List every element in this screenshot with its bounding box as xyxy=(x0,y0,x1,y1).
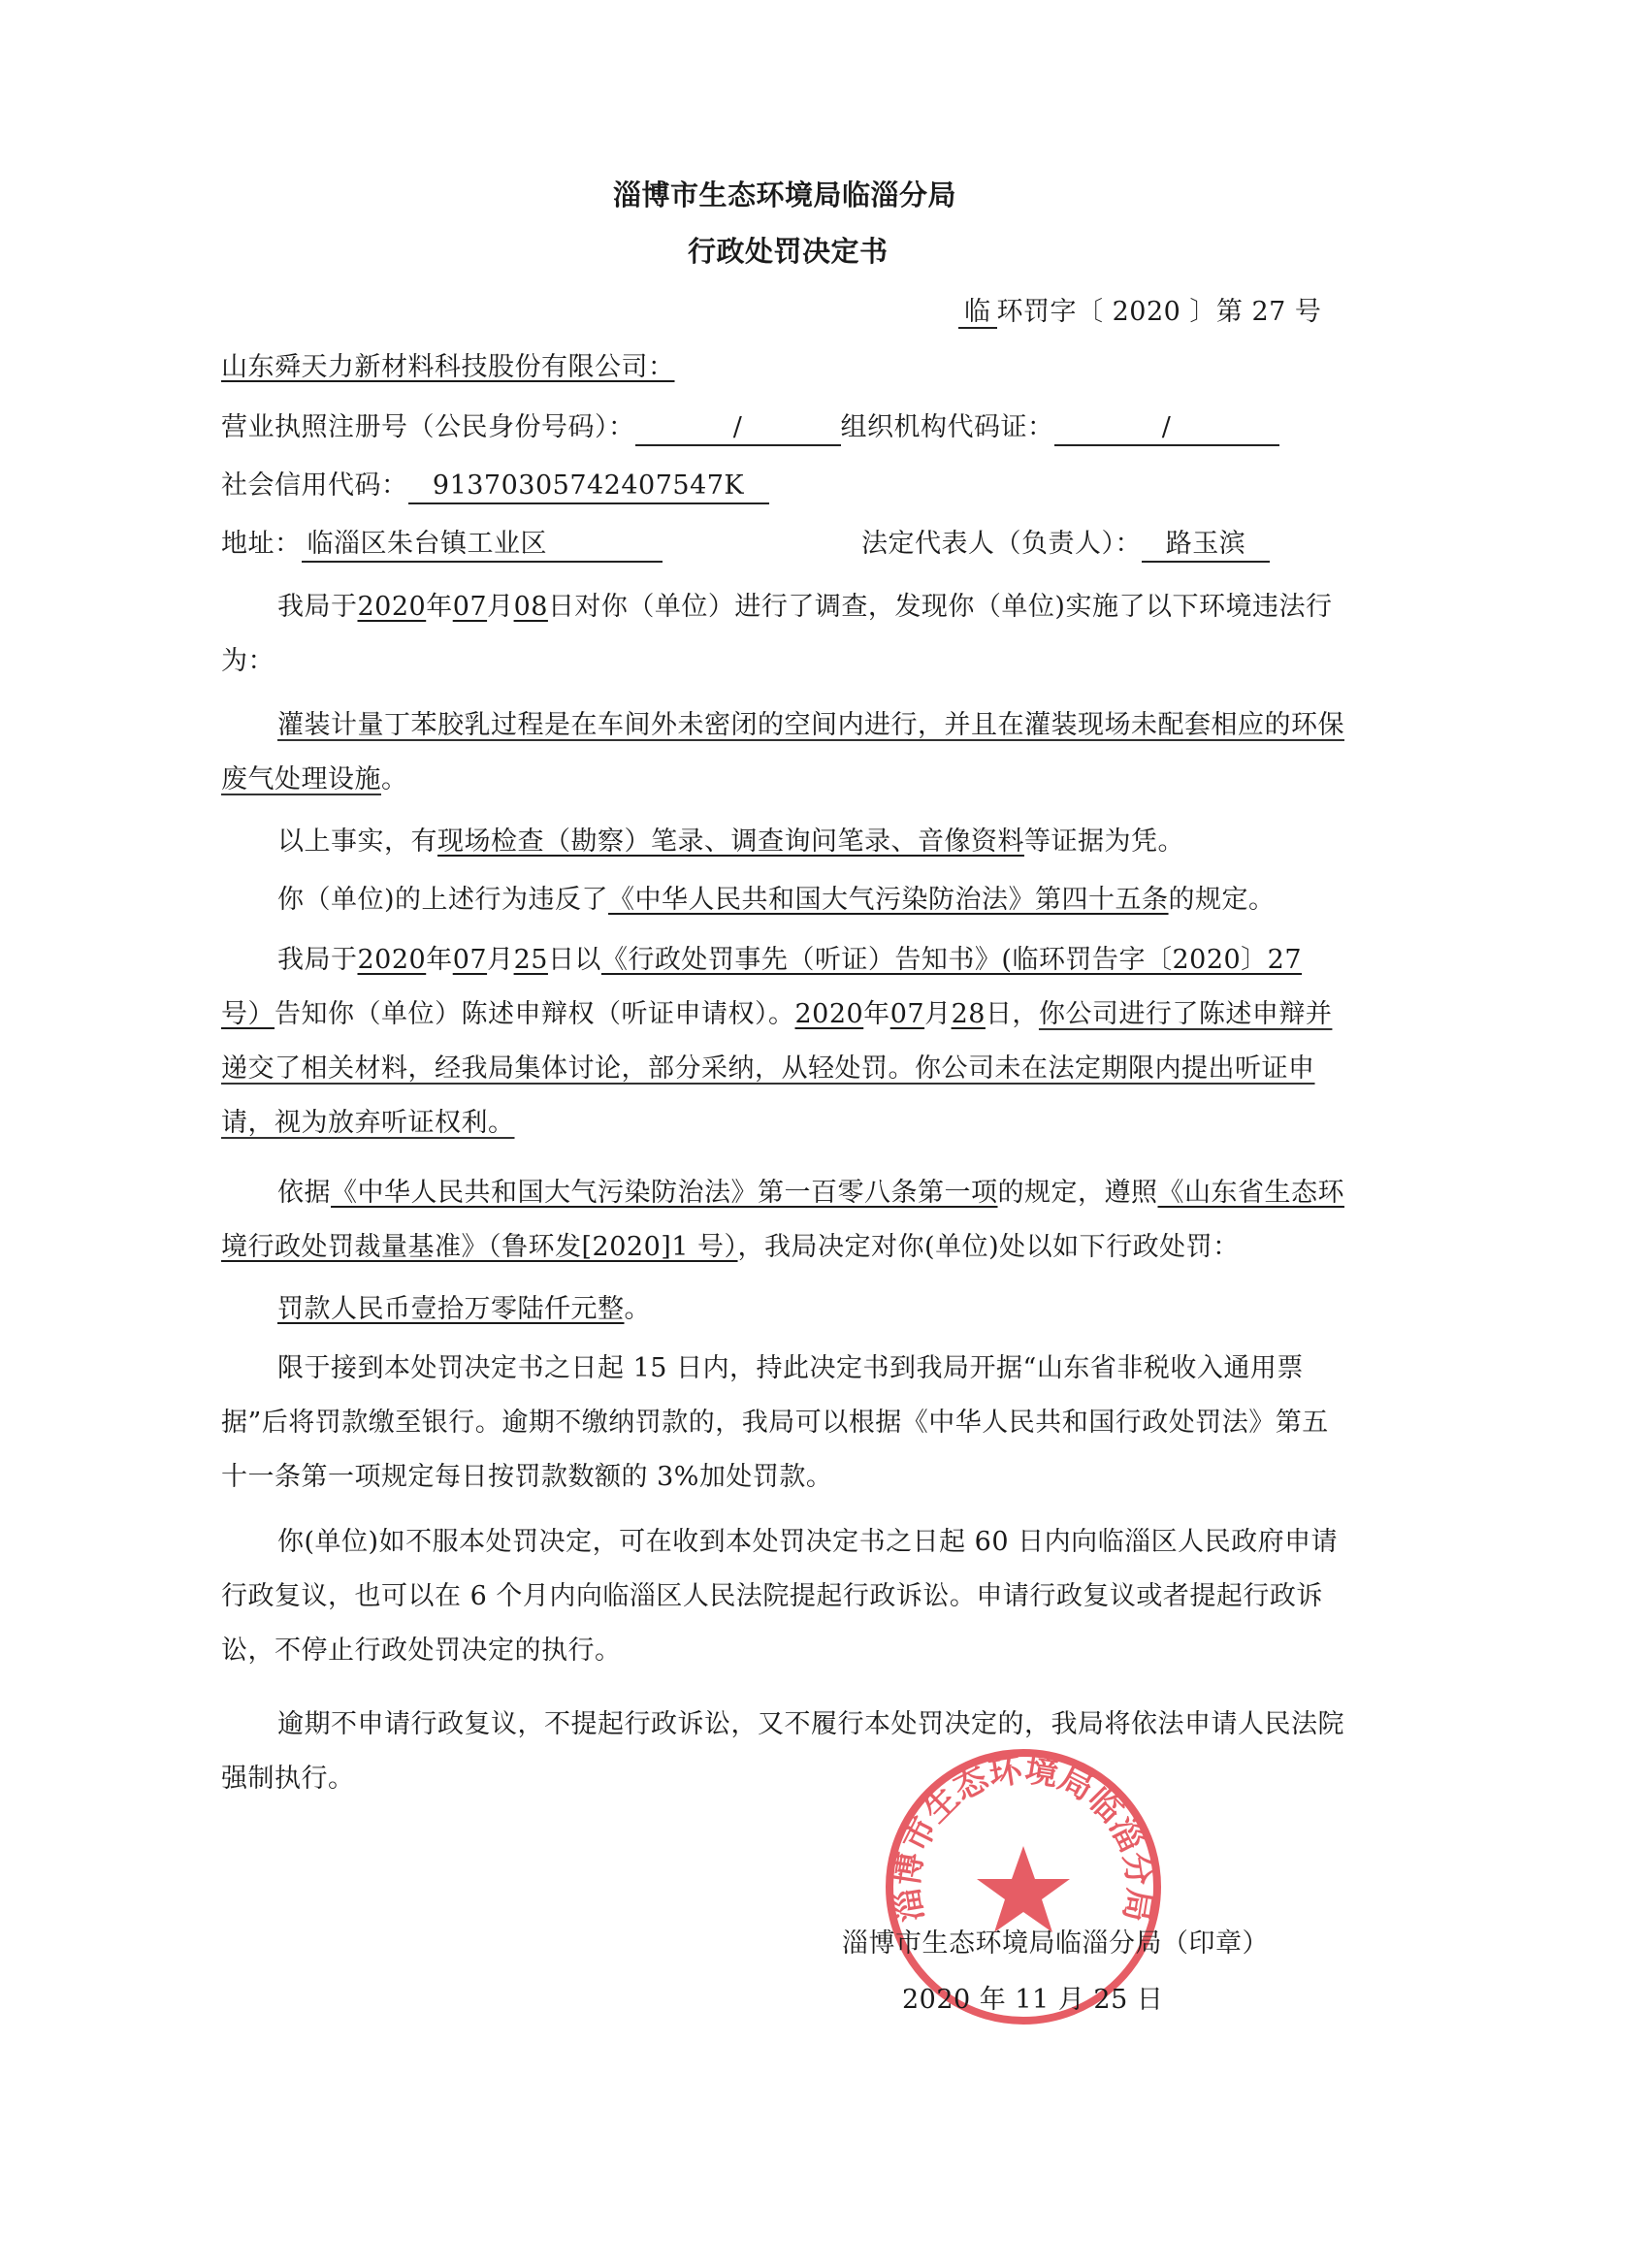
law-value: 《中华人民共和国大气污染防治法》第四十五条 xyxy=(608,885,1169,915)
address-value: 临淄区朱台镇工业区 xyxy=(302,528,663,563)
doc-number-year: 2020 xyxy=(1112,297,1181,327)
rep-label: 法定代表人（负责人）： xyxy=(861,529,1142,559)
doc-number-prefix: 临 xyxy=(958,297,997,329)
org-code-label: 组织机构代码证： xyxy=(840,412,1054,442)
violation-text: 灌装计量丁苯胶乳过程是在车间外未密闭的空间内进行，并且在灌装现场未配套相应的环保废气处理设施 xyxy=(221,710,1344,794)
law-paragraph: 你（单位)的上述行为违反了《中华人民共和国大气污染防治法》第四十五条的规定。 xyxy=(277,885,1276,915)
issue-date: 2020 年 11 月 25 日 xyxy=(902,1985,1164,2015)
address-label: 地址： xyxy=(221,529,302,559)
party-name-value: 山东舜天力新材料科技股份有限公司： xyxy=(221,352,675,382)
license-value: / xyxy=(635,411,841,446)
violation-paragraph: 灌装计量丁苯胶乳过程是在车间外未密闭的空间内进行，并且在灌装现场未配套相应的环保废气处理设施。 xyxy=(221,710,1344,794)
party-name xyxy=(221,351,675,384)
notice-paragraph: 我局于2020年07月25日以《行政处罚事先（听证）告知书》(临环罚告字〔2020〕27 号）告知你（单位）陈述申辩权（听证申请权）。2020年07月28日，你公司进行了陈述申辩并递交了相关材料，经我局集体讨论，部分采纳，从轻处罚。你公司未在法定期限内提出听证申请，视为放弃听证权利。 xyxy=(221,945,1333,1138)
investigation-paragraph: 我局于2020年07月08日对你（单位）进行了调查，发现你（单位)实施了以下环境违法行为： xyxy=(221,592,1333,676)
issuer-signature: 淄博市生态环境局临淄分局（印章） xyxy=(842,1928,1269,1959)
payment-paragraph: 限于接到本处罚决定书之日起 15 日内，持此决定书到我局开据“山东省非税收入通用票据”后将罚款缴至银行。逾期不缴纳罚款的，我局可以根据《中华人民共和国行政处罚法》第五十一条第一项规定每日按罚款数额的 3%加处罚款。 xyxy=(221,1353,1329,1492)
document-type-title: 行政处罚决定书 xyxy=(688,235,889,268)
credit-label: 社会信用代码： xyxy=(221,470,408,501)
evidence-value: 现场检查（勘察）笔录、调查询问笔录、音像资料 xyxy=(437,826,1024,857)
document-number xyxy=(958,296,1321,329)
appeal-paragraph: 你(单位)如不服本处罚决定，可在收到本处罚决定书之日起 60 日内向临淄区人民政府申请行政复议，也可以在 6 个月内向临淄区人民法院提起行政诉讼。申请行政复议或者提起行政诉讼，不停止行政处罚决定的执行。 xyxy=(221,1527,1339,1666)
basis-paragraph: 依据《中华人民共和国大气污染防治法》第一百零八条第一项的规定，遵照《山东省生态环境行政处罚裁量基准》（鲁环发[2020]1 号），我局决定对你(单位)处以如下行政处罚： xyxy=(221,1178,1344,1262)
evidence-paragraph: 以上事实，有现场检查（勘察）笔录、调查询问笔录、音像资料等证据为凭。 xyxy=(277,826,1184,857)
doc-number-suffix: 〕第 27 号 xyxy=(1189,297,1322,327)
license-row xyxy=(221,411,1279,446)
rep-row xyxy=(861,528,1270,563)
seal-text: 淄博市生态环境局临淄分局 xyxy=(888,1750,1159,1925)
org-code-value: / xyxy=(1054,411,1279,446)
rep-value: 路玉滨 xyxy=(1142,528,1270,563)
basis-law: 《中华人民共和国大气污染防治法》第一百零八条第一项 xyxy=(331,1178,998,1208)
reply-text: 你公司进行了陈述申辩并递交了相关材料，经我局集体讨论，部分采纳，从轻处罚。你公司未在法定期限内提出听证申请，视为放弃听证权利。 xyxy=(221,999,1333,1138)
penalty-paragraph: 罚款人民币壹拾万零陆仟元整。 xyxy=(277,1294,651,1324)
credit-row xyxy=(221,470,769,504)
address-row xyxy=(221,528,663,563)
agency-title: 淄博市生态环境局临淄分局 xyxy=(613,178,957,211)
notice-document: 《行政处罚事先（听证）告知书》(临环罚告字〔2020〕27 号） xyxy=(221,945,1303,1029)
doc-number-mid: 环罚字〔 xyxy=(996,297,1104,327)
enforcement-paragraph: 逾期不申请行政复议，不提起行政诉讼，又不履行本处罚决定的，我局将依法申请人民法院强制执行。 xyxy=(221,1709,1344,1794)
basis-standard: 《山东省生态环境行政处罚裁量基准》（鲁环发[2020]1 号） xyxy=(221,1178,1344,1262)
credit-value: 91370305742407547K xyxy=(408,470,769,504)
penalty-value: 罚款人民币壹拾万零陆仟元整 xyxy=(277,1294,625,1324)
license-label: 营业执照注册号（公民身份号码）： xyxy=(221,412,635,442)
